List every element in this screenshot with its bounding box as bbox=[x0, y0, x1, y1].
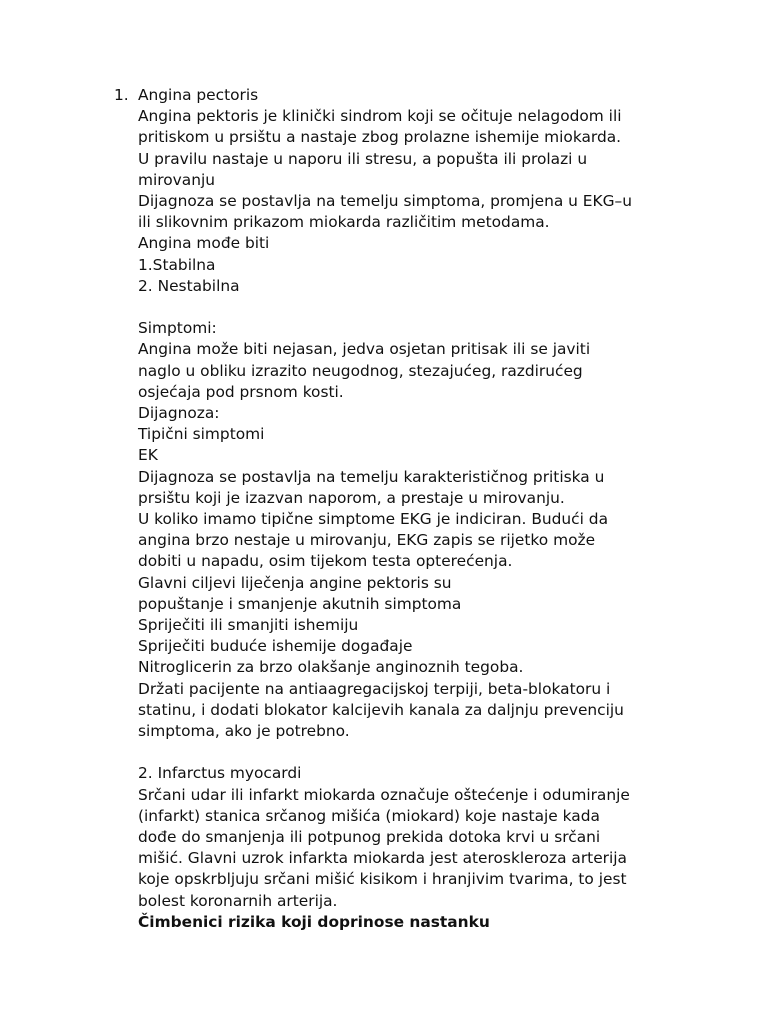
text-line: 2. Nestabilna bbox=[138, 276, 240, 295]
paragraph-gap bbox=[138, 297, 698, 318]
text-line: statinu, i dodati blokator kalcijevih kanala za daljnju prevenciju bbox=[138, 700, 624, 719]
text-line: Glavni ciljevi liječenja angine pektoris su bbox=[138, 573, 452, 592]
text-line: Simptomi: bbox=[138, 319, 217, 338]
text-line: popuštanje i smanjenje akutnih simptoma bbox=[138, 594, 462, 613]
text-line: (infarkt) stanica srčanog mišića (miokard) koje nastaje kada bbox=[138, 806, 600, 825]
text-line: Srčani udar ili infarkt miokarda označuje oštećenje i odumiranje bbox=[138, 785, 630, 804]
text-line: mirovanju bbox=[138, 170, 215, 189]
text-line: 1.Stabilna bbox=[138, 255, 216, 274]
text-line: simptoma, ako je potrebno. bbox=[138, 722, 350, 741]
text-line: ili slikovnim prikazom miokarda različitim metodama. bbox=[138, 213, 550, 232]
text-line: Držati pacijente na antiaagregacijskoj terpiji, beta-blokatoru i bbox=[138, 679, 611, 698]
section-symptoms-diagnosis bbox=[138, 318, 698, 742]
document-body bbox=[114, 85, 698, 933]
text-line: U pravilu nastaje u naporu ili stresu, a popušta ili prolazi u bbox=[138, 149, 588, 168]
text-line: Spriječiti ili smanjiti ishemiju bbox=[138, 616, 359, 635]
text-line: Spriječiti buduće ishemije događaje bbox=[138, 637, 413, 656]
list-item-heading bbox=[114, 85, 698, 106]
section-heading: Angina pectoris bbox=[138, 86, 259, 104]
text-line: prsištu koji je izazvan naporom, a prestaje u mirovanju. bbox=[138, 488, 565, 507]
section-infarctus bbox=[138, 763, 698, 933]
text-line: Dijagnoza se postavlja na temelju simptoma, promjena u EKG–u bbox=[138, 192, 632, 211]
text-line: dođe do smanjenja ili potpunog prekida dotoka krvi u srčani bbox=[138, 828, 601, 847]
text-line: koje opskrbljuju srčani mišić kisikom i hranjivim tvarima, to jest bbox=[138, 870, 627, 889]
text-line: EK bbox=[138, 446, 158, 465]
section-angina-definition bbox=[138, 106, 698, 297]
text-line: U koliko imamo tipične simptome EKG je indiciran. Budući da bbox=[138, 510, 609, 529]
text-line: dobiti u napadu, osim tijekom testa opterećenja. bbox=[138, 552, 513, 571]
text-line: Nitroglicerin za brzo olakšanje anginoznih tegoba. bbox=[138, 658, 524, 677]
text-line: 2. Infarctus myocardi bbox=[138, 764, 302, 783]
list-number: 1. bbox=[114, 86, 129, 104]
text-line: Angina pektoris je klinički sindrom koji se očituje nelagodom ili bbox=[138, 107, 622, 126]
text-line: Angina može biti nejasan, jedva osjetan pritisak ili se javiti bbox=[138, 340, 591, 359]
paragraph-gap bbox=[138, 742, 698, 763]
text-line: naglo u obliku izrazito neugodnog, stezajućeg, razdirućeg bbox=[138, 361, 583, 380]
text-line: Angina mođe biti bbox=[138, 234, 270, 253]
text-line: osjećaja pod prsnom kosti. bbox=[138, 382, 344, 401]
text-line: bolest koronarnih arterija. bbox=[138, 891, 338, 910]
text-line: Tipični simptomi bbox=[138, 425, 265, 444]
text-line: Dijagnoza: bbox=[138, 404, 220, 423]
text-line: Dijagnoza se postavlja na temelju karakterističnog pritiska u bbox=[138, 467, 605, 486]
bold-subheading: Čimbenici rizika koji doprinose nastanku bbox=[138, 912, 490, 931]
text-line: pritiskom u prsištu a nastaje zbog prolazne ishemije miokarda. bbox=[138, 128, 622, 147]
text-line: mišić. Glavni uzrok infarkta miokarda jest ateroskleroza arterija bbox=[138, 849, 627, 868]
text-line: angina brzo nestaje u mirovanju, EKG zapis se rijetko može bbox=[138, 531, 596, 550]
